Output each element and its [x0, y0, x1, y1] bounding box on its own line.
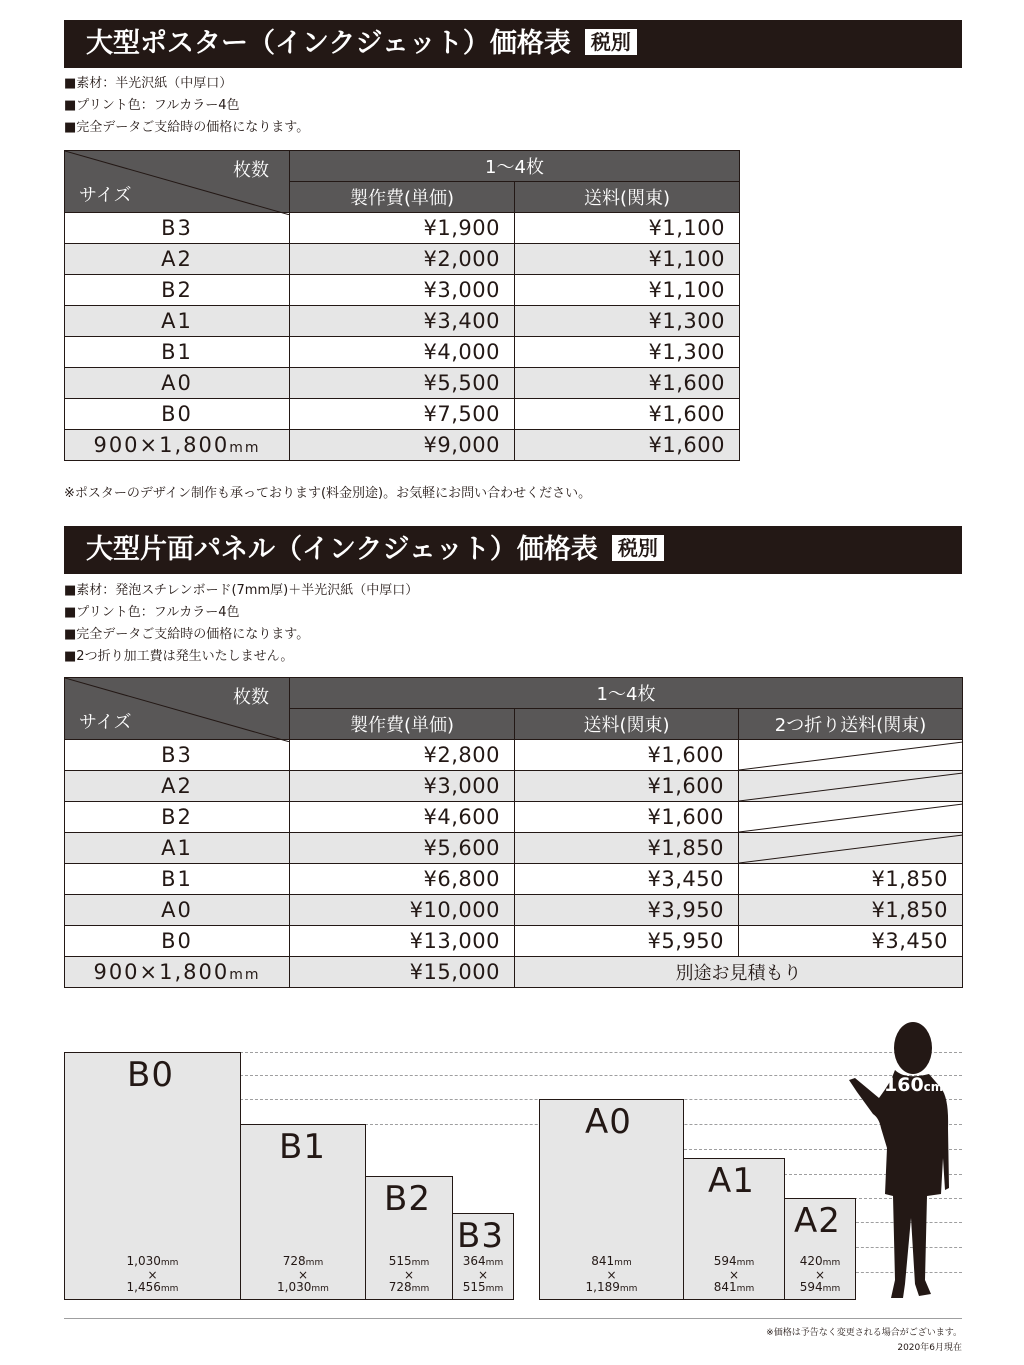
- na-slash: [739, 802, 963, 834]
- size-dimensions: 364mm × 515mm: [462, 1254, 504, 1294]
- panel-title-text: 大型片面パネル（インクジェット）価格表: [86, 534, 598, 565]
- poster-title-text: 大型ポスター（インクジェット）価格表: [86, 28, 571, 59]
- na-slash: [739, 740, 963, 772]
- size-dimensions: 1,030mm × 1,456mm: [126, 1254, 179, 1294]
- shipping-cell: ¥1,300: [515, 306, 740, 337]
- size-label: A1: [708, 1161, 755, 1201]
- unit-price-cell: ¥6,800: [290, 864, 515, 895]
- fold-shipping-header: 2つ折り送料(関東): [739, 709, 963, 740]
- poster-note: ■ 素材：半光沢紙（中厚口）: [64, 73, 309, 95]
- shipping-cell: ¥3,950: [515, 895, 739, 926]
- size-unit: mm: [229, 440, 261, 456]
- shipping-cell: ¥1,600: [515, 430, 740, 461]
- unit-price-cell: ¥1,900: [290, 213, 515, 244]
- poster-notes: [64, 73, 309, 139]
- table-row: [65, 771, 963, 802]
- person-silhouette-icon: [845, 1018, 955, 1303]
- size-label: サイズ: [79, 185, 132, 206]
- divider: [64, 1318, 962, 1319]
- shipping-cell: ¥5,950: [515, 926, 739, 957]
- size-cell: B0: [65, 926, 290, 957]
- panel-price-table: [64, 677, 963, 988]
- poster-note: ■ プリント色：フルカラー4色: [64, 95, 309, 117]
- poster-section-title: [64, 20, 962, 68]
- unit-price-cell: ¥2,000: [290, 244, 515, 275]
- unit-price-header: 製作費(単価): [290, 709, 515, 740]
- unit-price-cell: ¥5,600: [290, 833, 515, 864]
- table-row: [65, 399, 740, 430]
- size-cell: A2: [65, 244, 290, 275]
- person-height-label: 160cm: [884, 1074, 944, 1096]
- shipping-cell: ¥1,100: [515, 275, 740, 306]
- size-unit: mm: [229, 967, 261, 983]
- shipping-cell: ¥1,100: [515, 244, 740, 275]
- table-row: [65, 368, 740, 399]
- size-dimensions: 515mm × 728mm: [388, 1254, 430, 1294]
- panel-note: ■ プリント色：フルカラー4色: [64, 602, 418, 624]
- as-of-date: 2020年6月現在: [897, 1343, 962, 1353]
- unit-price-cell: ¥4,000: [290, 337, 515, 368]
- table-row: [65, 864, 963, 895]
- unit-price-cell: ¥13,000: [290, 926, 515, 957]
- shipping-header: 送料(関東): [515, 709, 739, 740]
- size-cell: B2: [65, 802, 290, 833]
- size-dimensions: 728mm × 1,030mm: [277, 1254, 329, 1294]
- shipping-cell: ¥1,600: [515, 740, 739, 771]
- size-label: A2: [794, 1201, 841, 1241]
- fold-shipping-na-cell: [739, 740, 963, 771]
- size-cell: B2: [65, 275, 290, 306]
- shipping-cell: ¥1,600: [515, 399, 740, 430]
- size-cell: B0: [65, 399, 290, 430]
- na-slash: [739, 833, 963, 865]
- table-row: [65, 306, 740, 337]
- poster-footnote: ※ポスターのデザイン制作も承っております(料金別途)。お気軽にお問い合わせください。: [64, 486, 592, 501]
- unit-price-cell: ¥4,600: [290, 802, 515, 833]
- disclaimer: ※価格は予告なく変更される場合がございます。: [766, 1328, 962, 1338]
- size-label: A0: [585, 1102, 632, 1142]
- poster-note: ■ 完全データご支給時の価格になります。: [64, 117, 309, 139]
- size-dimensions: 841mm × 1,189mm: [585, 1254, 638, 1294]
- size-cell: A0: [65, 895, 290, 926]
- table-row: [65, 337, 740, 368]
- size-cell: B3: [65, 213, 290, 244]
- unit-price-cell: ¥9,000: [290, 430, 515, 461]
- shipping-cell: ¥1,100: [515, 213, 740, 244]
- unit-price-cell: ¥7,500: [290, 399, 515, 430]
- unit-price-cell: ¥3,400: [290, 306, 515, 337]
- shipping-header: 送料(関東): [515, 182, 740, 213]
- unit-price-cell: ¥3,000: [290, 275, 515, 306]
- size-cell: A1: [65, 833, 290, 864]
- size-label: B0: [127, 1055, 174, 1095]
- table-row: [65, 926, 963, 957]
- size-cell: [65, 957, 290, 988]
- size-box-b3: [452, 1213, 514, 1300]
- shipping-cell: ¥1,600: [515, 368, 740, 399]
- table-row: [65, 213, 740, 244]
- estimate-cell: 別途お見積もり: [515, 957, 963, 988]
- size-label: B3: [457, 1216, 504, 1256]
- unit-price-cell: ¥10,000: [290, 895, 515, 926]
- size-box-b0: [64, 1052, 241, 1300]
- size-cell: A2: [65, 771, 290, 802]
- size-label: B2: [384, 1179, 431, 1219]
- size-cell: A0: [65, 368, 290, 399]
- size-cell: B1: [65, 337, 290, 368]
- size-cell: A1: [65, 306, 290, 337]
- fold-shipping-na-cell: [739, 802, 963, 833]
- na-slash: [739, 771, 963, 803]
- table-row: [65, 740, 963, 771]
- table-row: [65, 833, 963, 864]
- shipping-cell: ¥1,850: [515, 833, 739, 864]
- unit-price-cell: ¥15,000: [290, 957, 515, 988]
- panel-note: ■ 2つ折り加工費は発生いたしません。: [64, 646, 418, 668]
- poster-price-table: [64, 150, 740, 461]
- unit-price-cell: ¥2,800: [290, 740, 515, 771]
- size-cell: [65, 430, 290, 461]
- size-text: 900×1,800: [93, 960, 230, 984]
- table-row: [65, 430, 740, 461]
- quantity-range-header: 1～4枚: [290, 678, 963, 709]
- fold-shipping-cell: ¥1,850: [739, 864, 963, 895]
- table-row: [65, 275, 740, 306]
- table-row: [65, 802, 963, 833]
- size-label: サイズ: [79, 712, 132, 733]
- shipping-cell: ¥1,600: [515, 771, 739, 802]
- unit-price-cell: ¥5,500: [290, 368, 515, 399]
- panel-tax-badge: 税別: [612, 535, 664, 561]
- panel-section-title: [64, 526, 962, 574]
- size-box-a0: [539, 1099, 684, 1300]
- table-row: [65, 244, 740, 275]
- table-row: [65, 957, 963, 988]
- size-text: 900×1,800: [93, 433, 230, 457]
- size-box-a1: [683, 1158, 785, 1300]
- panel-note: ■ 完全データご支給時の価格になります。: [64, 624, 418, 646]
- size-box-b2: [365, 1176, 453, 1300]
- poster-tax-badge: 税別: [585, 29, 637, 55]
- size-dimensions: 594mm × 841mm: [713, 1254, 755, 1294]
- fold-shipping-cell: ¥1,850: [739, 895, 963, 926]
- count-label: 枚数: [233, 160, 269, 181]
- quantity-range-header: 1～4枚: [290, 151, 740, 182]
- table-corner-header: [65, 678, 290, 740]
- fold-shipping-cell: ¥3,450: [739, 926, 963, 957]
- panel-note: ■ 素材：発泡スチレンボード(7mm厚)＋半光沢紙（中厚口）: [64, 580, 418, 602]
- size-label: B1: [279, 1127, 326, 1167]
- shipping-cell: ¥1,300: [515, 337, 740, 368]
- fold-shipping-na-cell: [739, 833, 963, 864]
- fold-shipping-na-cell: [739, 771, 963, 802]
- size-cell: B3: [65, 740, 290, 771]
- table-corner-header: [65, 151, 290, 213]
- size-dimensions: 420mm × 594mm: [799, 1254, 841, 1294]
- shipping-cell: ¥1,600: [515, 802, 739, 833]
- unit-price-header: 製作費(単価): [290, 182, 515, 213]
- size-cell: B1: [65, 864, 290, 895]
- table-row: [65, 895, 963, 926]
- count-label: 枚数: [233, 687, 269, 708]
- unit-price-cell: ¥3,000: [290, 771, 515, 802]
- panel-notes: [64, 580, 418, 668]
- shipping-cell: ¥3,450: [515, 864, 739, 895]
- size-box-b1: [240, 1124, 366, 1300]
